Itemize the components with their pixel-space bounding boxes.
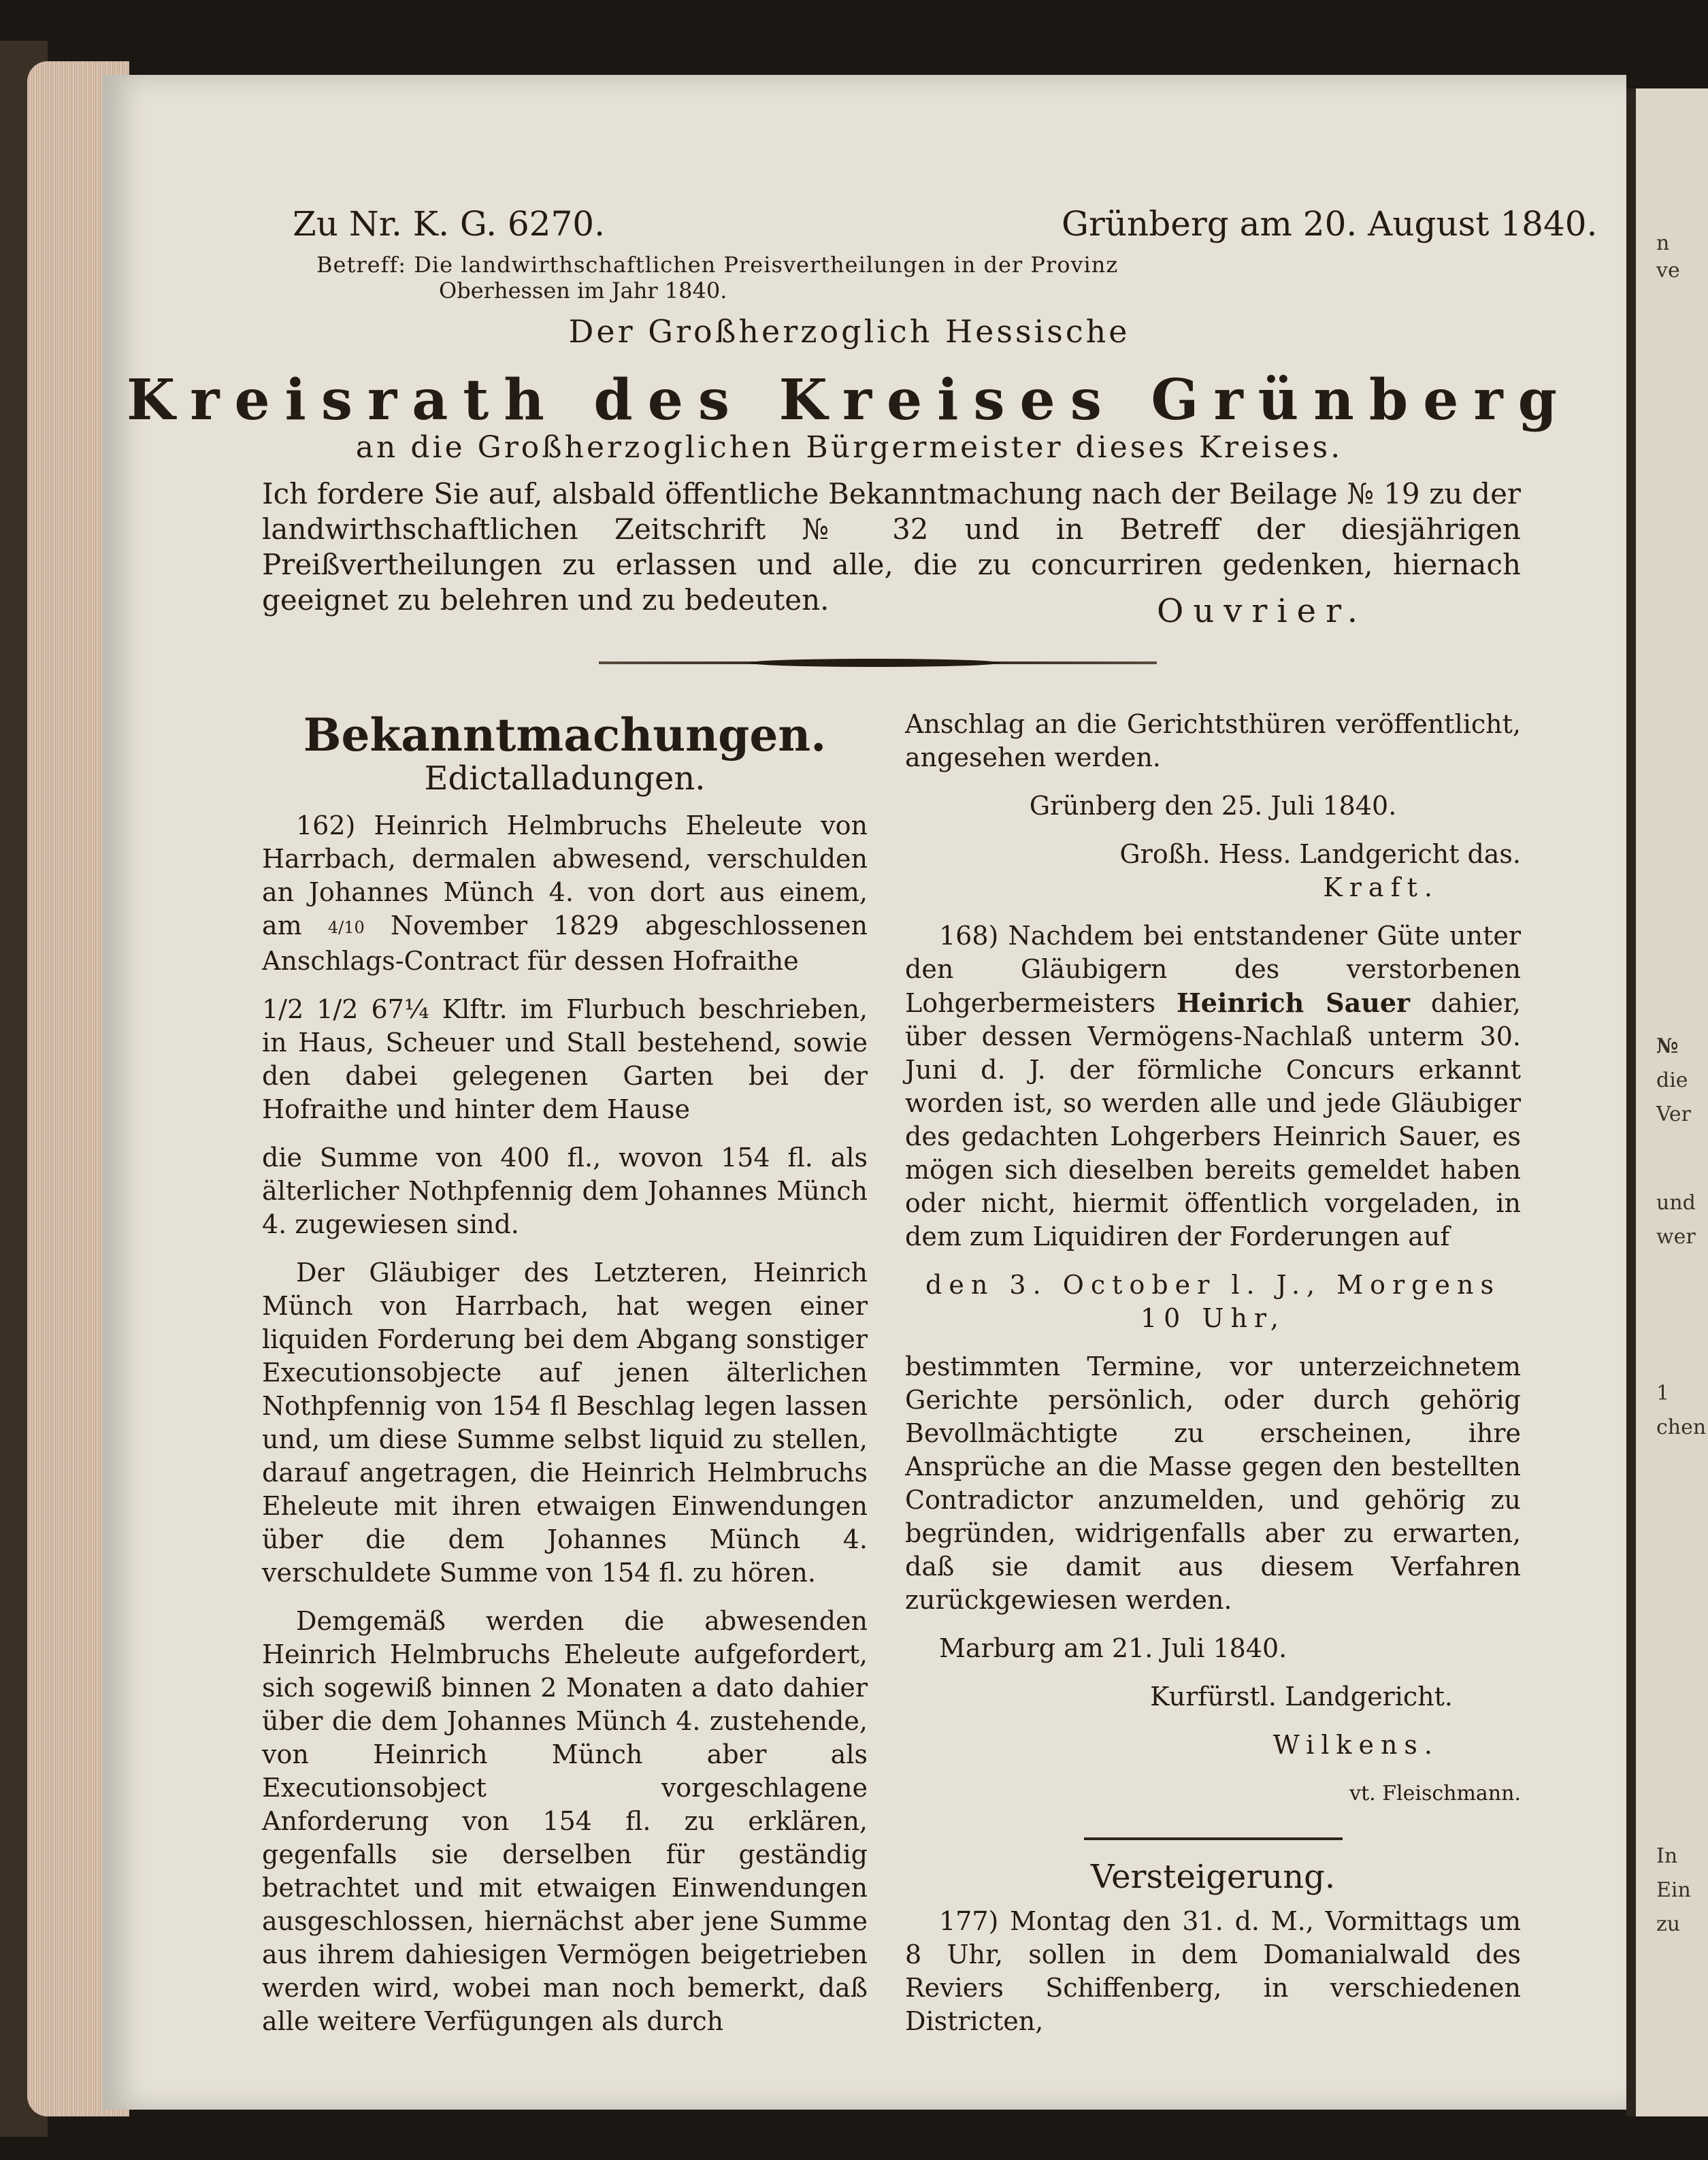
notice-162 (262, 809, 868, 978)
place-date: Grünberg am 20. August 1840. (1062, 204, 1598, 244)
court-gruenberg: Großh. Hess. Landgericht das. (1119, 839, 1521, 869)
issuer-title: Kreisrath des Kreises Grünberg (127, 367, 1572, 433)
fragment: Ver (1656, 1102, 1692, 1126)
notice-162-text-b: November 1829 abgeschlossenen Anschlags-Contract für dessen Hofraithe (262, 911, 868, 976)
subject-line: Betreff: Die landwirthschaftlichen Preisvertheilungen in der Provinz (316, 252, 1119, 278)
signature-wilkens: Wilkens. (1272, 1730, 1439, 1760)
continuation: Anschlag an die Gerichtsthüren veröffentlicht, angesehen werden. (905, 709, 1521, 772)
court-marburg: Kurfürstl. Landgericht. (1150, 1682, 1453, 1712)
section-subheading: Edictalladungen. (424, 759, 706, 798)
notice-177: 177) Montag den 31. d. M., Vormittags um 8 Uhr, sollen in dem Domanialwald des Reviers Schiffenberg, in verschiedenen Districten, (905, 1906, 1521, 2036)
fraction: 4/10 (327, 918, 365, 937)
right-column (905, 708, 1521, 2053)
fragment: zu (1656, 1912, 1681, 1936)
paragraph-creditor: Der Gläubiger des Letzteren, Heinrich Münch von Harrbach, hat wegen einer liquiden Forderung bei dem Abgang sonstiger Executionsobjecte auf jenen älterlichen Nothpfennig von 154 fl Beschlag legen lassen und, um diese Summe selbst liquid zu stellen, darauf angetragen, die Heinrich Helmbruchs Eheleute mit ihren etwaigen Einwendungen über die dem Johannes Münch 4. verschuldete Summe von 154 fl. zu hören. (262, 1258, 868, 1588)
fragment: chen (1656, 1416, 1707, 1439)
left-column (262, 708, 868, 2053)
notice-162-end: die Summe von 400 fl., wovon 154 fl. als älterlicher Nothpfennig dem Johannes Münch 4. zugewiesen sind. (262, 1143, 868, 1239)
notice-168-end: bestimmten Termine, vor unterzeichnetem Gerichte persönlich, oder durch gehörig Bevollmächtigte zu erscheinen, ihre Ansprüche an die Masse gegen den bestellten Contradictor anzumelden, und gehörig zu begründen, widrigenfalls aber zu erwarten, daß sie damit aus diesem Verfahren zurückgewiesen werden. (905, 1352, 1521, 1615)
addressee-line: an die Großherzoglichen Bürgermeister dieses Kreises. (355, 430, 1343, 465)
parcel-text: 1/2 1/2 67¼ Klftr. im Flurbuch beschrieben, in Haus, Scheuer und Stall bestehend, sowie den dabei gelegenen Garten bei der Hofraithe und hinter dem Hause (262, 994, 868, 1124)
signature-ouvrier: Ouvrier. (1157, 592, 1368, 630)
fragment: 1 (1656, 1381, 1670, 1405)
fragment: ve (1656, 259, 1680, 282)
fragment: Ein (1656, 1878, 1691, 1902)
parcel-description (262, 993, 868, 1126)
date-gruenberg: Grünberg den 25. Juli 1840. (1029, 791, 1397, 821)
fragment: wer (1656, 1225, 1696, 1249)
section-heading: Bekanntmachungen. (303, 708, 827, 762)
intro-text: Ich fordere Sie auf, alsbald öffentliche Bekanntmachung nach der Beilage № 19 zu der landwirthschaftlichen Zeitschrift № 32 und in Betreff der diesjährigen Preißvertheilungen zu erlassen und alle, die zu concurriren gedenken, hiernach geeignet zu belehren und zu bedeuten. (262, 477, 1521, 617)
fragment: und (1656, 1191, 1696, 1215)
debtor-name: Heinrich Sauer (1176, 987, 1411, 1018)
issuer-line: Der Großherzoglich Hessische (568, 313, 1130, 350)
auction-heading: Versteigerung. (1090, 1858, 1336, 1896)
notice-162-text: 162) Heinrich Helmbruchs Eheleute von Harrbach, dermalen abwesend, verschulden an Johannes Münch 4. von dort aus einem, am (262, 811, 868, 940)
signature-kraft: Kraft. (1323, 872, 1439, 902)
notice-168 (905, 919, 1521, 1254)
notice-168-text-b: dahier, über dessen Vermögens-Nachlaß unterm 30. Juni d. J. der förmliche Concurs erkannt worden ist, so werden alle und jede Gläubiger des gedachten Lohgerbers Heinrich Sauer, es mögen sich dieselben bereits gemeldet haben oder nicht, hiermit öffentlich vorgeladen, in dem zum Liquidiren der Forderungen auf (905, 988, 1521, 1251)
fragment: № (1656, 1034, 1679, 1058)
fragment: In (1656, 1844, 1678, 1868)
fragment: die (1656, 1068, 1688, 1092)
divider-swell (749, 659, 1000, 667)
paragraph-demgemaess: Demgemäß werden die abwesenden Heinrich Helmbruchs Eheleute aufgefordert, sich sogewiß binnen 2 Monaten a dato dahier über die dem Johannes Münch 4. zustehende, von Heinrich Münch aber als Executionsobject vorgeschlagene Anforderung von 154 fl. zu erklären, gegenfalls sie derselben für geständig betrachtet und mit etwaigen Einwendungen ausgeschlossen, hiernächst aber jene Summe aus ihrem dahiesigen Vermögen beigetrieben werden wird, wobei man noch bemerkt, daß alle weitere Verfügungen als durch (262, 1606, 868, 2036)
subject-line-2: Oberhessen im Jahr 1840. (439, 278, 727, 304)
section-divider (1084, 1837, 1343, 1840)
reference-number: Zu Nr. K. G. 6270. (293, 204, 606, 244)
fragment: n (1656, 231, 1670, 255)
signature-fleischmann: vt. Fleischmann. (1349, 1782, 1521, 1805)
notice-168-text: 168) Nachdem bei entstandener Güte unter den Gläubigern des verstorbenen Lohgerbermeisters (905, 921, 1521, 1018)
date-marburg: Marburg am 21. Juli 1840. (939, 1633, 1287, 1663)
hearing-date: den 3. October l. J., Morgens 10 Uhr, (925, 1270, 1500, 1333)
